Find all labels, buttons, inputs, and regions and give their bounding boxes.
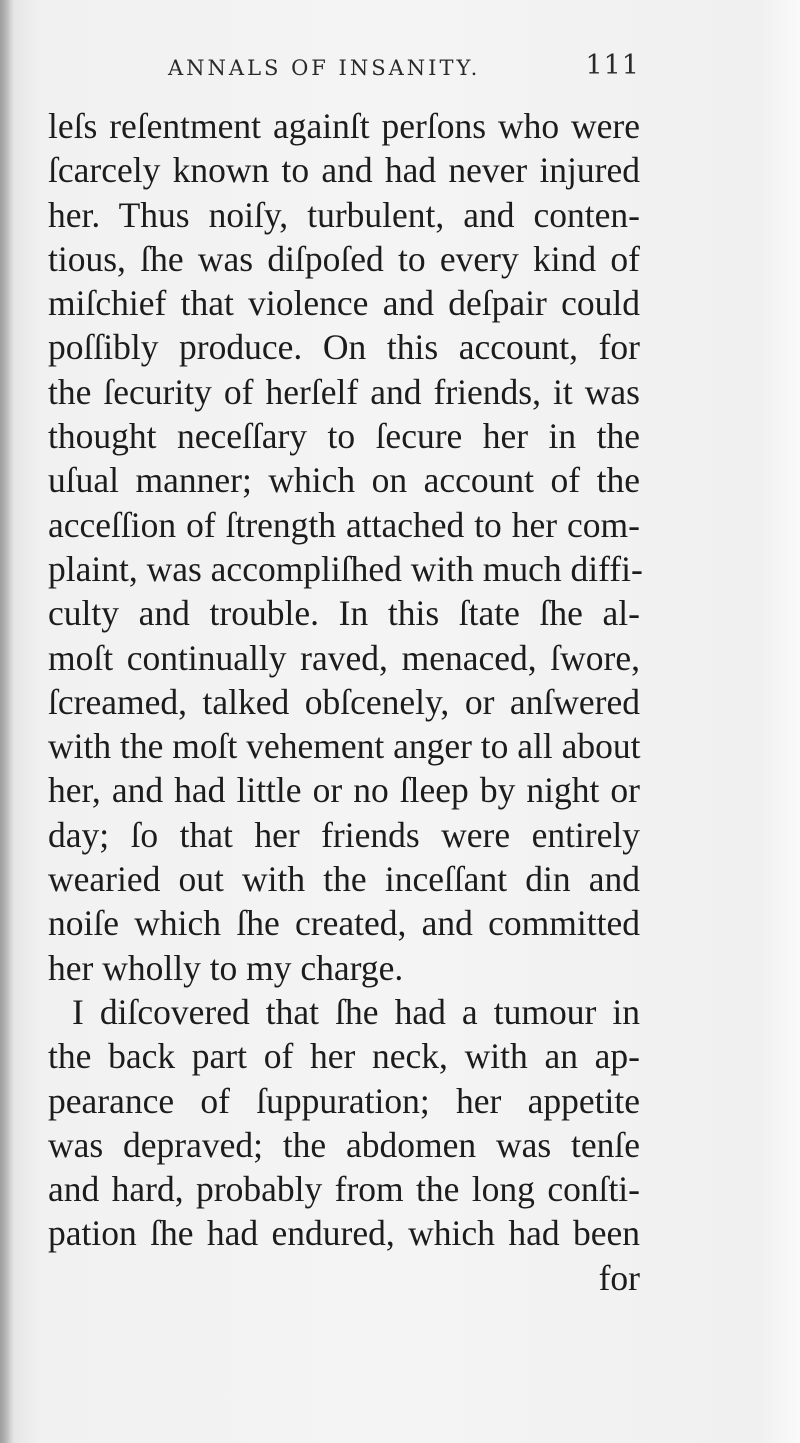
text-line: her wholly to my charge. — [48, 947, 404, 988]
text-line: her, and had little or no ſleep by night or — [48, 770, 640, 811]
text-line: leſs reſentment againſt perſons who were — [48, 106, 640, 146]
text-line: poſſibly produce. On this account, for — [48, 327, 640, 368]
text-line: acceſſion of ſtrength attached to her com- — [48, 504, 640, 545]
catchword: for — [598, 1257, 640, 1298]
text-line: moſt continually raved, menaced, ſwore, — [48, 637, 640, 678]
text-line: uſual manner; which on account of the — [48, 460, 640, 501]
running-head: ANNALS OF INSANITY. — [168, 56, 481, 80]
text-line: and hard, probably from the long conſti- — [48, 1169, 640, 1210]
text-line: thought neceſſary to ſecure her in the — [48, 416, 640, 457]
binding-shadow — [0, 0, 14, 1443]
text-line: her. Thus noiſy, turbulent, and conten- — [48, 194, 640, 235]
text-line: the ſecurity of herſelf and friends, it was — [48, 371, 640, 412]
text-line: culty and trouble. In this ſtate ſhe al- — [48, 593, 640, 634]
page-header — [48, 50, 640, 90]
body-text — [48, 104, 643, 1300]
text-line: I diſcovered that ſhe had a tumour in — [72, 991, 640, 1032]
text-line: noiſe which ſhe created, and committed — [48, 903, 640, 944]
text-line: ſcreamed, talked obſcenely, or anſwered — [48, 681, 640, 722]
text-line: with the moſt vehement anger to all about — [48, 726, 641, 767]
text-line: wearied out with the inceſſant din and — [48, 859, 640, 900]
text-line: tious, ſhe was diſpoſed to every kind of — [48, 238, 640, 279]
text-line: plaint, was accompliſhed with much diffi- — [48, 548, 643, 589]
text-line: was depraved; the abdomen was tenſe — [48, 1124, 640, 1165]
text-line: ſcarcely known to and had never injured — [48, 150, 640, 191]
text-line: pearance of ſuppuration; her appetite — [48, 1080, 640, 1121]
page-number: 111 — [585, 50, 640, 81]
text-line: day; ſo that her friends were entirely — [48, 814, 640, 855]
text-line: pation ſhe had endured, which had been — [48, 1213, 640, 1254]
text-line: the back part of her neck, with an ap- — [48, 1036, 640, 1077]
text-line: miſchief that violence and deſpair could — [48, 283, 640, 324]
